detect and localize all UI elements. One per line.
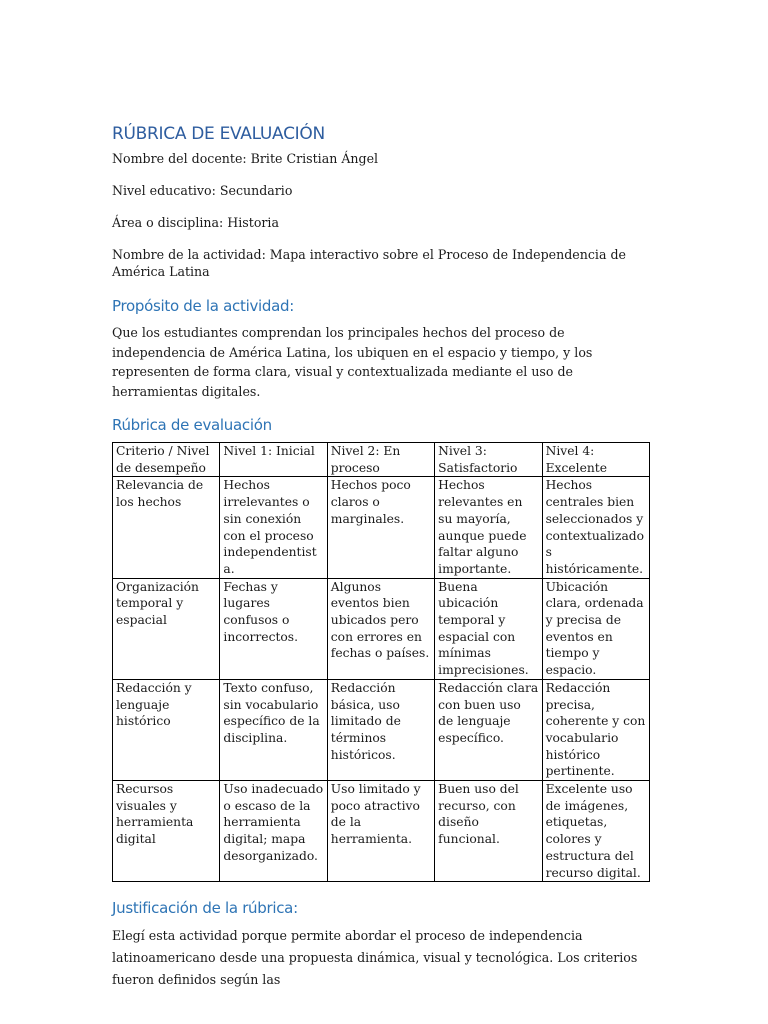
level-1-cell: Texto confuso, sin vocabulario específico de la disciplina. xyxy=(220,679,327,780)
field-activity-name: Nombre de la actividad: Mapa interactivo sobre el Proceso de Independencia de América Latina xyxy=(112,247,626,279)
level-3-cell: Buen uso del recurso, con diseño funcional. xyxy=(435,781,542,882)
table-row xyxy=(113,679,650,780)
level-4-cell: Excelente uso de imágenes, etiquetas, colores y estructura del recurso digital. xyxy=(542,781,649,882)
header-cell-nivel-2: Nivel 2: En proceso xyxy=(327,443,434,477)
rubric-heading: Rúbrica de evaluación xyxy=(112,416,272,434)
justification-text: Elegí esta actividad porque permite abordar el proceso de independencia latinoamericano desde una propuesta dinámica, visual y tecnológica. Los criterios fueron definidos según las xyxy=(112,928,638,988)
table-row xyxy=(113,477,650,578)
level-4-cell: Hechos centrales bien seleccionados y contextualizados históricamente. xyxy=(542,477,649,578)
field-subject-area: Área o disciplina: Historia xyxy=(112,215,279,230)
field-teacher-name: Nombre del docente: Brite Cristian Ángel xyxy=(112,151,379,166)
header-cell-nivel-3: Nivel 3: Satisfactorio xyxy=(435,443,542,477)
level-2-cell: Algunos eventos bien ubicados pero con errores en fechas o países. xyxy=(327,578,434,679)
level-4-cell: Redacción precisa, coherente y con vocabulario histórico pertinente. xyxy=(542,679,649,780)
level-1-cell: Uso inadecuado o escaso de la herramienta digital; mapa desorganizado. xyxy=(220,781,327,882)
level-2-cell: Hechos poco claros o marginales. xyxy=(327,477,434,578)
level-3-cell: Hechos relevantes en su mayoría, aunque puede faltar alguno importante. xyxy=(435,477,542,578)
level-2-cell: Uso limitado y poco atractivo de la herramienta. xyxy=(327,781,434,882)
table-row xyxy=(113,781,650,882)
header-cell-criterio: Criterio / Nivel de desempeño xyxy=(113,443,220,477)
criterion-cell: Relevancia de los hechos xyxy=(113,477,220,578)
rubric-header-row xyxy=(113,443,650,477)
field-education-level: Nivel educativo: Secundario xyxy=(112,183,293,198)
criterion-cell: Recursos visuales y herramienta digital xyxy=(113,781,220,882)
purpose-heading: Propósito de la actividad: xyxy=(112,297,294,315)
level-2-cell: Redacción básica, uso limitado de términos históricos. xyxy=(327,679,434,780)
level-4-cell: Ubicación clara, ordenada y precisa de eventos en tiempo y espacio. xyxy=(542,578,649,679)
document-title: RÚBRICA DE EVALUACIÓN xyxy=(112,124,325,144)
level-3-cell: Buena ubicación temporal y espacial con mínimas imprecisiones. xyxy=(435,578,542,679)
header-cell-nivel-1: Nivel 1: Inicial xyxy=(220,443,327,477)
level-1-cell: Fechas y lugares confusos o incorrectos. xyxy=(220,578,327,679)
document-page xyxy=(112,124,657,991)
table-row xyxy=(113,578,650,679)
level-3-cell: Redacción clara con buen uso de lenguaje específico. xyxy=(435,679,542,780)
level-1-cell: Hechos irrelevantes o sin conexión con el proceso independentista. xyxy=(220,477,327,578)
purpose-text: Que los estudiantes comprendan los principales hechos del proceso de independencia de América Latina, los ubiquen en el espacio y tiempo, y los representen de forma clara, visual y contextualizada mediante el uso de herramientas digitales. xyxy=(112,325,593,399)
justification-heading: Justificación de la rúbrica: xyxy=(112,899,298,918)
rubric-table xyxy=(112,442,650,882)
criterion-cell: Redacción y lenguaje histórico xyxy=(113,679,220,780)
criterion-cell: Organización temporal y espacial xyxy=(113,578,220,679)
header-cell-nivel-4: Nivel 4: Excelente xyxy=(542,443,649,477)
